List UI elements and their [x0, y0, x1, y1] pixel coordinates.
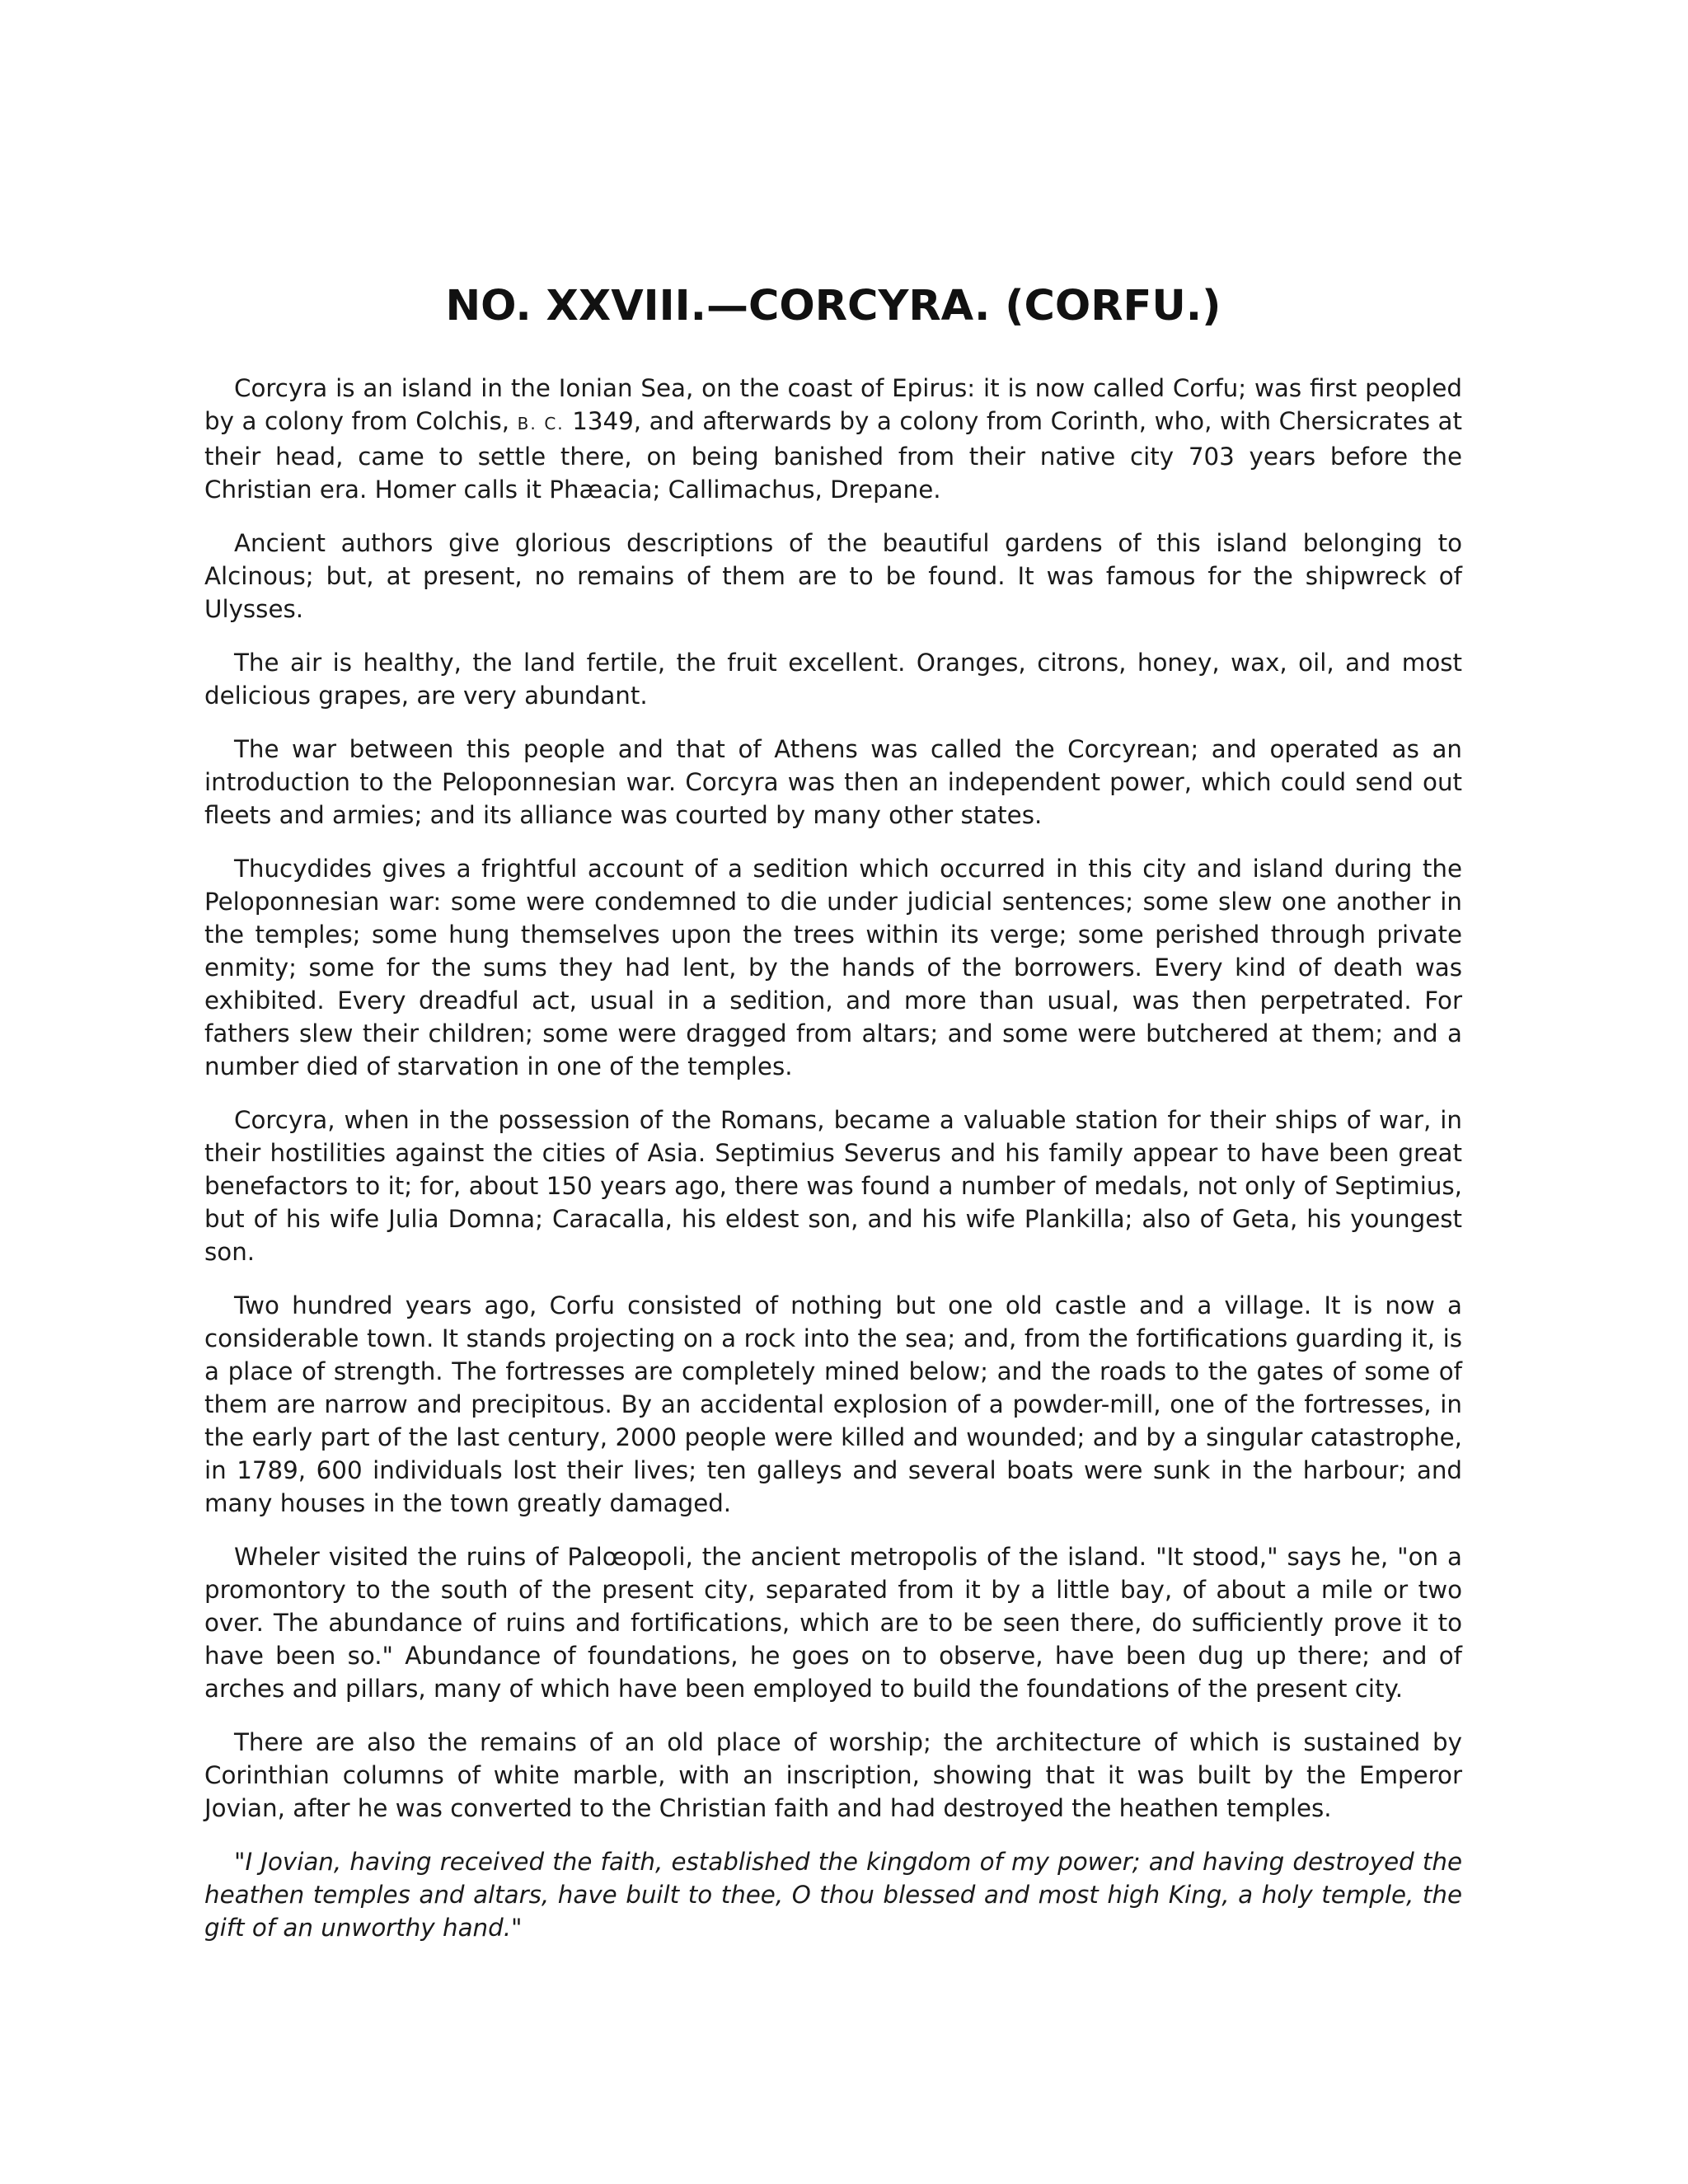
- paragraph-1-text-b: 1349, and afterwards by a colony from Corinth, who, with Chersicrates at their head, came to settle there, on being banished from their native city 703 years before the Christian era. Homer calls it Phæacia; Callimachus, Drepane.: [204, 407, 1462, 504]
- body-text: [204, 372, 1462, 1965]
- paragraph-2: Ancient authors give glorious descriptions of the beautiful gardens of this island belonging to Alcinous; but, at present, no remains of them are to be found. It was famous for the shipwreck of Ulysses.: [204, 529, 1462, 623]
- inscription-quote: "I Jovian, having received the faith, established the kingdom of my power; and having destroyed the heathen temples and altars, have built to thee, O thou blessed and most high King, a holy temple, the gift of an unworthy hand.": [204, 1848, 1462, 1942]
- paragraph-5: Thucydides gives a frightful account of a sedition which occurred in this city and island during the Peloponnesian war: some were condemned to die under judicial sentences; some slew one another in the temples; some hung themselves upon the trees within its verge; some perished through private enmity; some for the sums they had lent, by the hands of the borrowers. Every kind of death was exhibited. Every dreadful act, usual in a sedition, and more than usual, was then perpetrated. For fathers slew their children; some were dragged from altars; and some were butchered at them; and a number died of starvation in one of the temples.: [204, 855, 1462, 1080]
- paragraph-3: The air is healthy, the land fertile, the fruit excellent. Oranges, citrons, honey, wax, oil, and most delicious grapes, are very abundant.: [204, 649, 1462, 710]
- paragraph-4: The war between this people and that of Athens was called the Corcyrean; and operated as an introduction to the Peloponnesian war. Corcyra was then an independent power, which could send out fleets and armies; and its alliance was courted by many other states.: [204, 735, 1462, 829]
- paragraph-1-text-a: Corcyra is an island in the Ionian Sea, on the coast of Epirus: it is now called Corfu; was first peopled by a colony from Colchis,: [204, 374, 1462, 435]
- paragraph-7: Two hundred years ago, Corfu consisted of nothing but one old castle and a village. It is now a considerable town. It stands projecting on a rock into the sea; and, from the fortifications guarding it, is a place of strength. The fortresses are completely mined below; and the roads to the gates of some of them are narrow and precipitous. By an accidental explosion of a powder-mill, one of the fortresses, in the early part of the last century, 2000 people were killed and wounded; and by a singular catastrophe, in 1789, 600 individuals lost their lives; ten galleys and several boats were sunk in the harbour; and many houses in the town greatly damaged.: [204, 1291, 1462, 1517]
- paragraph-6: Corcyra, when in the possession of the Romans, became a valuable station for their ships of war, in their hostilities against the cities of Asia. Septimius Severus and his family appear to have been great benefactors to it; for, about 150 years ago, there was found a number of medals, not only of Septimius, but of his wife Julia Domna; Caracalla, his eldest son, and his wife Plankilla; also of Geta, his youngest son.: [204, 1106, 1462, 1266]
- era-abbreviation: B. C.: [517, 414, 565, 434]
- page-title: NO. XXVIII.—CORCYRA. (CORFU.): [445, 282, 1221, 330]
- paragraph-9: There are also the remains of an old place of worship; the architecture of which is sustained by Corinthian columns of white marble, with an inscription, showing that it was built by the Emperor Jovian, after he was converted to the Christian faith and had destroyed the heathen temples.: [204, 1728, 1462, 1822]
- paragraph-1: [204, 372, 1462, 506]
- paragraph-8: Wheler visited the ruins of Palœopoli, the ancient metropolis of the island. "It stood," says he, "on a promontory to the south of the present city, separated from it by a little bay, of about a mile or two over. The abundance of ruins and fortifications, which are to be seen there, do sufficiently prove it to have been so." Abundance of foundations, he goes on to observe, have been dug up there; and of arches and pillars, many of which have been employed to build the foundations of the present city.: [204, 1543, 1462, 1703]
